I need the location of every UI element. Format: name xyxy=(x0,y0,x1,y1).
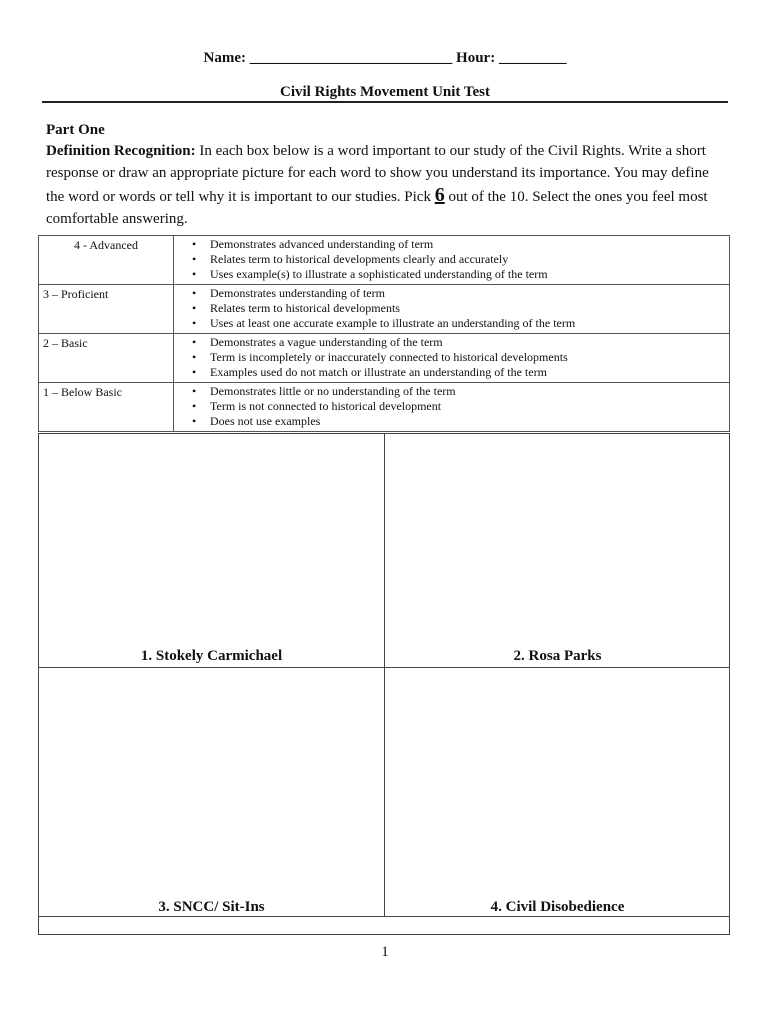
criterion: • Term is not connected to historical development xyxy=(192,399,729,414)
name-blank[interactable]: ___________________________ xyxy=(249,50,453,66)
answer-grid xyxy=(38,433,730,935)
rubric-level: 1 – Below Basic xyxy=(39,383,174,432)
criterion: • Uses at least one accurate example to illustrate an understanding of the term xyxy=(192,316,729,331)
rubric-row xyxy=(39,383,730,432)
box-label-4: 4. Civil Disobedience xyxy=(490,899,625,915)
grid-divider-horizontal xyxy=(39,916,729,917)
answer-box-4[interactable] xyxy=(385,668,729,916)
box-label-2: 2. Rosa Parks xyxy=(513,648,602,664)
instructions-lead: Definition Recognition: xyxy=(46,143,196,159)
header-name-hour-line xyxy=(0,50,770,67)
criterion: • Term is incompletely or inaccurately connected to historical developments xyxy=(192,350,729,365)
rubric-row xyxy=(39,334,730,383)
rubric-criteria xyxy=(174,285,730,334)
instructions xyxy=(46,140,728,230)
rubric-row xyxy=(39,236,730,285)
name-label: Name: xyxy=(203,50,247,66)
answer-box-3[interactable] xyxy=(39,668,384,916)
criterion: • Relates term to historical developments xyxy=(192,301,729,316)
criterion: • Examples used do not match or illustrate an understanding of the term xyxy=(192,365,729,380)
box-label-1: 1. Stokely Carmichael xyxy=(140,648,283,664)
criterion: • Demonstrates little or no understanding of the term xyxy=(192,384,729,399)
hour-blank[interactable]: _________ xyxy=(498,50,567,66)
rubric-criteria xyxy=(174,334,730,383)
instructions-text-1: In each box below is a word important to our study of the Civil Rights. Write a short response or draw an appropriate picture for each word to show you understand its importance. You may define the word or words or tell why it is important to our studies. Pick xyxy=(46,143,709,205)
rubric-row xyxy=(39,285,730,334)
pick-number: 6 xyxy=(434,184,445,206)
rubric-level: 2 – Basic xyxy=(39,334,174,383)
grid-divider-vertical xyxy=(384,434,385,916)
hour-label: Hour: xyxy=(456,50,496,66)
instructions-text-2: out of the 10. Select the ones you feel most comfortable answering. xyxy=(46,189,708,227)
box-label-3: 3. SNCC/ Sit-Ins xyxy=(158,899,265,915)
criterion: • Demonstrates understanding of term xyxy=(192,286,729,301)
answer-box-1[interactable] xyxy=(39,434,384,667)
criterion: • Uses example(s) to illustrate a sophisticated understanding of the term xyxy=(192,267,729,282)
part-heading: Part One xyxy=(46,122,105,138)
rubric-criteria xyxy=(174,383,730,432)
criterion: • Does not use examples xyxy=(192,414,729,429)
criterion: • Demonstrates advanced understanding of term xyxy=(192,237,729,252)
criterion: • Demonstrates a vague understanding of the term xyxy=(192,335,729,350)
rubric-level: 4 - Advanced xyxy=(39,236,174,285)
rubric-table xyxy=(38,235,730,432)
title-divider xyxy=(42,101,728,103)
answer-box-2[interactable] xyxy=(385,434,729,667)
grid-divider-horizontal xyxy=(39,667,729,668)
criterion: • Relates term to historical developments clearly and accurately xyxy=(192,252,729,267)
page-title: Civil Rights Movement Unit Test xyxy=(280,84,490,100)
page-number: 1 xyxy=(381,944,389,960)
rubric-level: 3 – Proficient xyxy=(39,285,174,334)
rubric-criteria xyxy=(174,236,730,285)
